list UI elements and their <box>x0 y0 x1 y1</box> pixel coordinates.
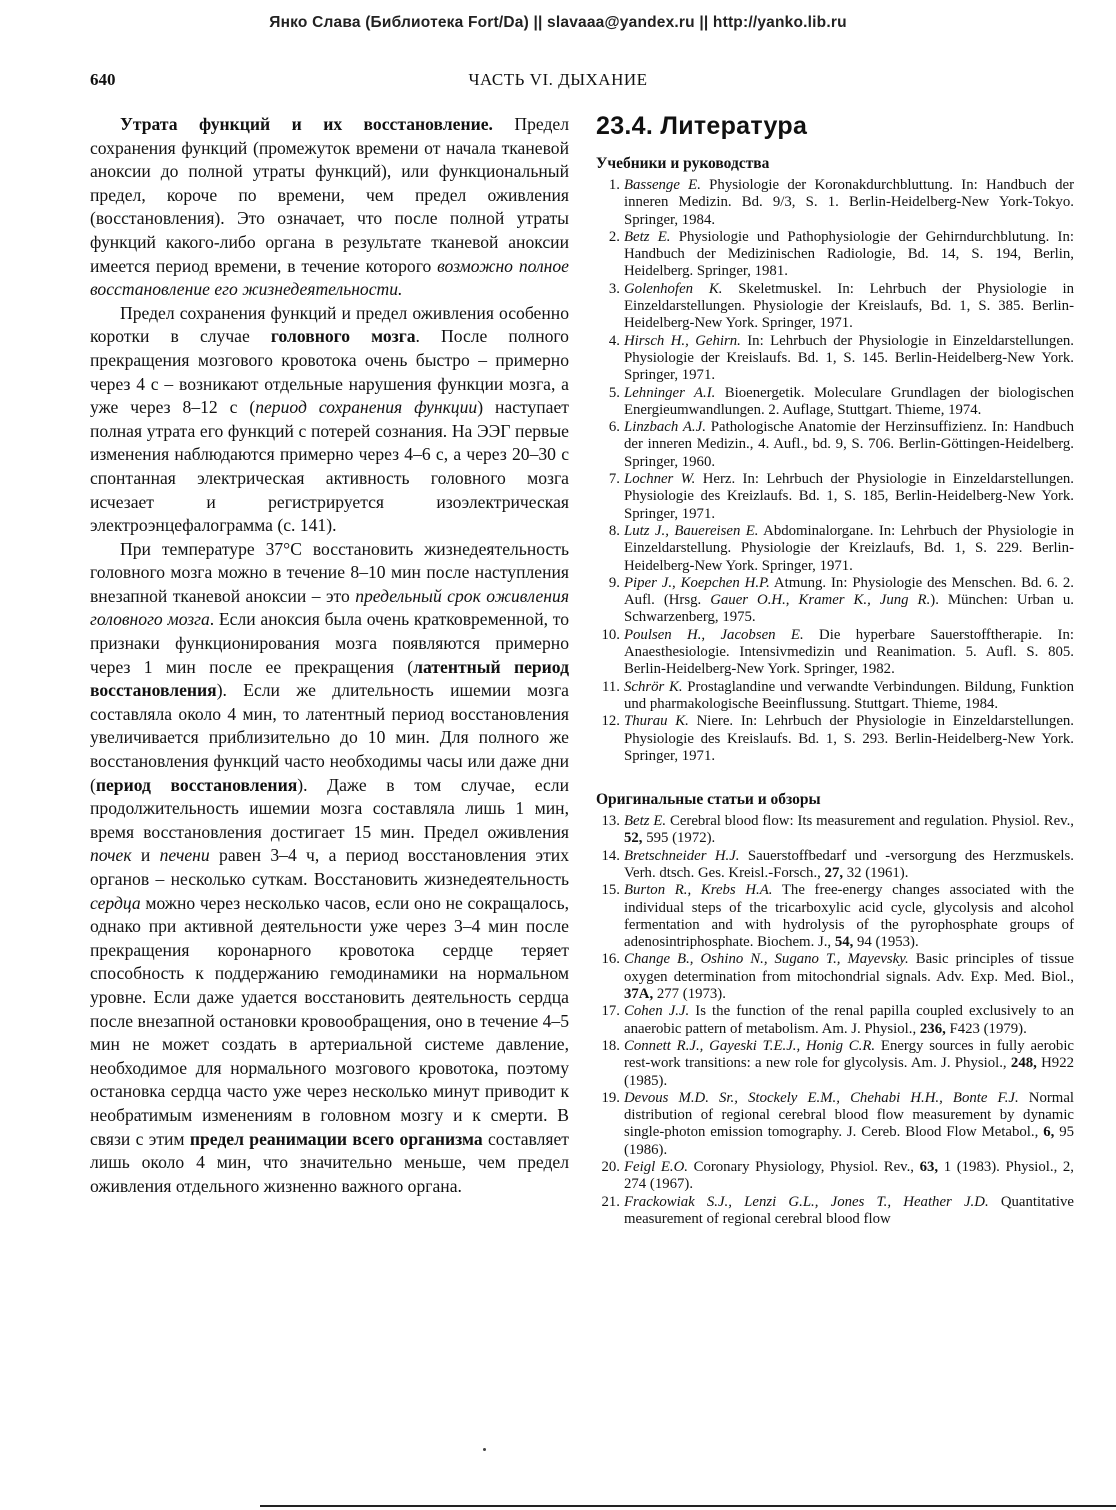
paragraph-1 <box>90 113 569 302</box>
reference-text <box>624 627 1074 679</box>
term-bold: предел реанимации всего организма <box>189 1128 483 1149</box>
reference-item <box>596 882 1074 951</box>
reference-text <box>624 882 1074 951</box>
reference-item <box>596 419 1074 471</box>
reference-body: Quantitative measurement of regional cerebral blood flow <box>624 1193 1074 1227</box>
reference-item <box>596 1194 1074 1229</box>
reference-body: Abdominalorgane. In: Lehrbuch der Physiologie in Einzeldarstellung. Physiologie der Kreizlaufs, Bd. 1, S. 229. Berlin-Heidelberg-New York. Springer, 1971. <box>624 522 1074 574</box>
paragraph-2 <box>90 302 569 538</box>
paragraph-text: ). Даже в том случае, если продолжительность ишемии мозга составляла лишь 1 мин, время восстановления достигает 15 мин. Предел оживления <box>90 774 569 842</box>
reference-number: 13. <box>601 813 620 830</box>
page-number: 640 <box>90 70 116 89</box>
reference-body: Bioenergetik. Moleculare Grundlagen der biologischen Energieumwandlungen. 2. Auflage, Stuttgart. Thieme, 1974. <box>624 384 1075 418</box>
term-bold: головного мозга <box>270 326 416 347</box>
paragraph-3 <box>90 538 569 1199</box>
reference-body: Niere. In: Lehrbuch der Physiologie in Einzeldarstellungen. Physiologie des Kreislaufs. Bd. 1, S. 293. Berlin-Heidelberg-New York. Springer, 1971. <box>624 713 1074 764</box>
reference-volume: 37A, <box>624 986 654 1003</box>
left-column <box>90 113 569 1198</box>
reference-authors: Bassenge E. <box>624 177 701 193</box>
reference-number: 10. <box>601 626 620 643</box>
paragraph-text: можно через несколько часов, если оно не сокращалось, однако при активной деятельности уже через 3–4 мин после прекращения коронарного кровотока сердце теряет способность к поддержанию гемодинамики на нормальном уровне. Если даже удается восстановить деятельность сердца после внезапной остановки кровообращения, оно в течение 4–5 мин не может создать в артериальной системе давление, необходимое для нормального мозгового кровотока, поэтому остановка сердца часто уже через несколько минут приводит к необратимым изменениям в головном мозгу и к смерти. В связи с этим <box>90 892 569 1149</box>
reference-list-articles <box>596 813 1074 1228</box>
paragraph-text: равен 3–4 ч, а период восстановления этих органов – несколько суткам. Восстановить жизнедеятельность <box>90 845 570 889</box>
reference-authors: Schrör K. <box>624 678 683 695</box>
reference-text <box>624 523 1074 575</box>
term-italic: почек <box>90 845 132 866</box>
reference-volume: 236, <box>919 1020 946 1037</box>
reference-body: ). München: Urban u. Schwarzenberg, 1975. <box>624 592 1074 626</box>
reference-authors: Betz E. <box>624 813 667 830</box>
reference-text <box>624 1090 1074 1159</box>
reference-body: Physiologie der Koronakdurchbluttung. In: Handbuch der inneren Medizin. Bd. 9/3, S. 1. Berlin-Heidelberg-New York-Tokyo. Springer, 1984. <box>624 177 1074 228</box>
reference-body: Skeletmuskel. In: Lehrbuch der Physiologie in Einzeldarstellungen. Physiologie der Kreislaufs, Bd. 1, S. 385. Berlin-Heidelberg-New York. Springer, 1971. <box>624 280 1074 332</box>
reference-text <box>624 813 1074 848</box>
reference-item <box>596 575 1074 627</box>
reference-number: 5. <box>608 384 620 401</box>
term-bold: латентный период восстановления <box>90 656 569 701</box>
reference-body: Herz. In: Lehrbuch der Physiologie in Einzeldarstellungen. Physiologie des Kreizlaufs. Bd. 1, S. 185, Berlin-Heidelberg-New York. Springer, 1971. <box>624 471 1075 522</box>
reference-body: 277 (1973). <box>653 986 726 1003</box>
reference-body: 1 (1983). Physiol., 2, 274 (1967). <box>624 1159 1074 1193</box>
term-italic: предельный срок оживления головного мозга <box>90 585 570 630</box>
paragraph-emphasis: возможно полное восстановление его жизнедеятельности. <box>90 255 569 300</box>
term-bold: период восстановления <box>95 774 298 795</box>
reference-authors: Devous M.D. Sr., Stockely E.M., Chehabi H.H., Bonte F.J. <box>624 1089 1019 1106</box>
reference-number: 4. <box>608 332 620 349</box>
reference-volume: 52, <box>624 830 643 847</box>
reference-item <box>596 471 1074 523</box>
subheading-articles: Оригинальные статьи и обзоры <box>596 791 821 809</box>
reference-authors: Golenhofen K. <box>624 280 723 297</box>
reference-body: 95 (1986). <box>624 1124 1075 1158</box>
reference-authors: Bretschneider H.J. <box>624 847 740 864</box>
reference-text <box>624 385 1074 420</box>
term-italic: печени <box>159 845 210 866</box>
reference-item <box>596 679 1074 714</box>
reference-body: Energy sources in fully aerobic rest-work transitions: a new role for glycolysis. Am. J. Physiol., <box>624 1037 1074 1072</box>
reference-text <box>624 1159 1074 1194</box>
reference-number: 18. <box>601 1037 620 1054</box>
reference-number: 9. <box>608 574 620 591</box>
watermark-header: Янко Слава (Библиотека Fort/Da) || slavaaa@yandex.ru || http://yanko.lib.ru <box>269 14 847 31</box>
reference-item <box>596 1038 1074 1090</box>
section-title: 23.4. Литература <box>596 112 808 140</box>
reference-text <box>624 713 1074 765</box>
reference-authors: Connett R.J., Gayeski T.E.J., Honig C.R. <box>624 1037 876 1054</box>
reference-authors: Feigl E.O. <box>624 1159 688 1176</box>
reference-item <box>596 627 1074 679</box>
reference-item <box>596 951 1074 1003</box>
reference-item <box>596 385 1074 420</box>
reference-authors: Betz E. <box>624 228 671 245</box>
reference-number: 21. <box>601 1193 620 1210</box>
paragraph-text: Предел сохранения функций (промежуток времени от начала тканевой аноксии до полной утраты функций), или функциональный предел, короче по времени, чем предел оживления (восстановления). Это означает, что после полной утраты функций какого-либо органа в результате тканевой аноксии имеется период времени, в течение которого <box>90 114 569 276</box>
reference-text <box>624 177 1074 229</box>
bottom-rule <box>260 1505 1116 1507</box>
reference-item <box>596 177 1074 229</box>
paragraph-text: . Если аноксия была очень кратковременной, то признаки функционирования мозга появляются примерно через 1 мин после ее прекращения ( <box>90 609 569 677</box>
reference-body: The free-energy changes associated with the individual steps of the tricarboxylic acid cycle, glycolysis and alcohol fermentation and with hydrolysis of the pyrophosphate groups of adenosintriphosphate. Biochem. J., <box>624 882 1074 951</box>
reference-item <box>596 281 1074 333</box>
term-italic: сердца <box>90 892 141 913</box>
reference-volume: 54, <box>834 934 854 951</box>
reference-authors: Hirsch H., Gehirn. <box>624 332 741 349</box>
reference-body: F423 (1979). <box>945 1020 1027 1037</box>
reference-item <box>596 848 1074 883</box>
reference-text <box>624 679 1074 714</box>
reference-authors: Burton R., Krebs H.A. <box>624 882 773 899</box>
reference-number: 15. <box>601 882 620 899</box>
reference-authors: Thurau K. <box>624 713 689 730</box>
reference-body: 94 (1953). <box>853 934 919 951</box>
reference-item <box>596 523 1074 575</box>
paragraph-text: Предел сохранения функций и предел оживления особенно коротки в случае <box>90 302 569 347</box>
reference-text <box>624 1194 1074 1229</box>
reference-body: In: Lehrbuch der Physiologie in Einzeldarstellungen. Physiologie der Kreislaufs. Bd. 1, S. 145. Berlin-Heidelberg-New York. Springer, 1971. <box>624 332 1074 384</box>
reference-number: 20. <box>601 1159 620 1176</box>
reference-text <box>624 229 1074 281</box>
running-head: ЧАСТЬ VI. ДЫХАНИЕ <box>468 70 648 89</box>
paragraph-text: ). Если же длительность ишемии мозга составляла около 4 мин, то латентный период восстановления увеличивается приблизительно до 10 мин. Для полного же восстановления функций часто необходимы часы или даже дни ( <box>90 680 569 795</box>
reference-item <box>596 713 1074 765</box>
reference-body: Pathologische Anatomie der Herzinsuffizienz. In: Handbuch der inneren Medizin., 4. Aufl., bd. 9, S. 706. Berlin-Göttingen-Heidelberg. Springer, 1960. <box>624 419 1074 470</box>
reference-body: Coronary Physiology, Physiol. Rev., <box>687 1159 920 1176</box>
reference-text <box>624 575 1074 627</box>
reference-authors: Frackowiak S.J., Lenzi G.L., Jones T., Heather J.D. <box>624 1193 989 1210</box>
reference-volume: 6, <box>1043 1124 1055 1141</box>
reference-authors: Cohen J.J. <box>624 1003 690 1020</box>
reference-text <box>624 281 1074 333</box>
reference-number: 19. <box>601 1089 620 1106</box>
reference-number: 11. <box>602 678 620 695</box>
reference-volume: 63, <box>919 1159 939 1176</box>
reference-authors: Piper J., Koepchen H.P. <box>624 574 770 591</box>
reference-text <box>624 333 1074 385</box>
reference-item <box>596 1003 1074 1038</box>
reference-body: Die hyperbare Sauerstofftherapie. In: Anaesthesiologie. Intensivmedizin und Reanimation. 5. Aufl. S. 805. Berlin-Heidelberg-New York. Springer, 1982. <box>624 626 1074 678</box>
reference-authors: Change B., Oshino N., Sugano T., Mayevsky. <box>624 951 909 968</box>
reference-authors: Lochner W. <box>624 471 696 488</box>
stray-dot <box>483 1448 486 1451</box>
reference-text <box>624 1038 1074 1090</box>
paragraph-text: ) наступает полная утрата его функций с потерей сознания. На ЭЭГ первые изменения наблюдаются примерно через 4–6 с, а через 20–30 с спонтанная электрическая активность головного мозга исчезает и регистрируется изоэлектрическая электроэнцефалограмма (с. 141). <box>90 397 569 536</box>
reference-item <box>596 1090 1074 1159</box>
reference-number: 16. <box>601 951 620 968</box>
reference-text <box>624 951 1074 1003</box>
reference-volume: 27, <box>824 864 844 881</box>
subheading-textbooks: Учебники и руководства <box>596 155 770 172</box>
reference-authors: Lehninger A.I. <box>624 384 716 401</box>
reference-number: 3. <box>608 280 620 297</box>
reference-number: 6. <box>608 419 620 436</box>
reference-authors: Linzbach A.J. <box>624 419 706 436</box>
paragraph-text: составляет лишь около 4 мин, что значительно меньше, чем предел оживления отдельного жизненно важного органа. <box>90 1128 569 1196</box>
reference-number: 7. <box>608 471 620 488</box>
reference-list-textbooks <box>596 177 1074 765</box>
reference-body: Atmung. In: Physiologie des Menschen. Bd. 6. 2. Aufl. (Hrsg. <box>624 574 1074 609</box>
reference-body: Basic principles of tissue oxygen determination from mitochondrial signals. Adv. Exp. Med. Biol., <box>624 951 1074 985</box>
reference-body: Sauerstoffbedarf und -versorgung des Herzmuskels. Verh. dtsch. Ges. Kreisl.-Forsch., <box>624 847 1074 881</box>
reference-text <box>624 471 1074 523</box>
reference-number: 17. <box>601 1003 620 1020</box>
reference-item <box>596 229 1074 281</box>
reference-text <box>624 1003 1074 1038</box>
reference-number: 12. <box>601 713 620 730</box>
paragraph-text: и <box>131 845 160 866</box>
reference-editors: Gauer O.H., Kramer K., Jung R. <box>710 592 931 609</box>
reference-number: 2. <box>608 228 620 245</box>
reference-number: 14. <box>601 847 620 864</box>
reference-authors: Lutz J., Bauereisen E. <box>624 522 759 539</box>
reference-body: Prostaglandine und verwandte Verbindungen. Bildung, Funktion und pharmakologische Beeinflussung. Stuttgart. Thieme, 1984. <box>624 678 1074 712</box>
reference-body: Physiologie und Pathophysiologie der Gehirndurchblutung. In: Handbuch der Medizinischen Radiologie, Bd. 14, S. 194, Berlin, Heidelberg. Springer, 1981. <box>624 228 1074 280</box>
right-column <box>596 112 1074 1228</box>
reference-body: 595 (1972). <box>642 830 716 847</box>
reference-item <box>596 333 1074 385</box>
reference-item <box>596 813 1074 848</box>
reference-body: H922 (1985). <box>624 1055 1075 1089</box>
reference-body: Cerebral blood flow: Its measurement and regulation. Physiol. Rev., <box>666 813 1074 830</box>
reference-body: 32 (1961). <box>843 864 909 881</box>
paragraph-text: . После полного прекращения мозгового кровотока очень быстро – примерно через 4 с – возникают отдельные нарушения функции мозга, а уже через 8–12 с ( <box>90 326 569 418</box>
term-italic: период сохранения функции <box>255 397 478 418</box>
reference-text <box>624 419 1074 471</box>
reference-item <box>596 1159 1074 1194</box>
reference-text <box>624 848 1074 883</box>
paragraph-text: При температуре 37°С восстановить жизнедеятельность головного мозга можно в течение 8–10 мин после наступления внезапной тканевой аноксии – это <box>90 538 569 606</box>
reference-authors: Poulsen H., Jacobsen E. <box>624 626 804 643</box>
reference-body: Normal distribution of regional cerebral blood flow measurement by dynamic single-photon emission tomography. J. Cereb. Blood Flow Metabol., <box>624 1089 1074 1141</box>
reference-number: 1. <box>608 177 620 193</box>
reference-volume: 248, <box>1010 1055 1037 1072</box>
paragraph-lead: Утрата функций и их восстановление. <box>120 114 493 134</box>
reference-body: Is the function of the renal papilla coupled exclusively to an anaerobic pattern of metabolism. Am. J. Physiol., <box>624 1003 1074 1037</box>
reference-number: 8. <box>608 522 620 539</box>
